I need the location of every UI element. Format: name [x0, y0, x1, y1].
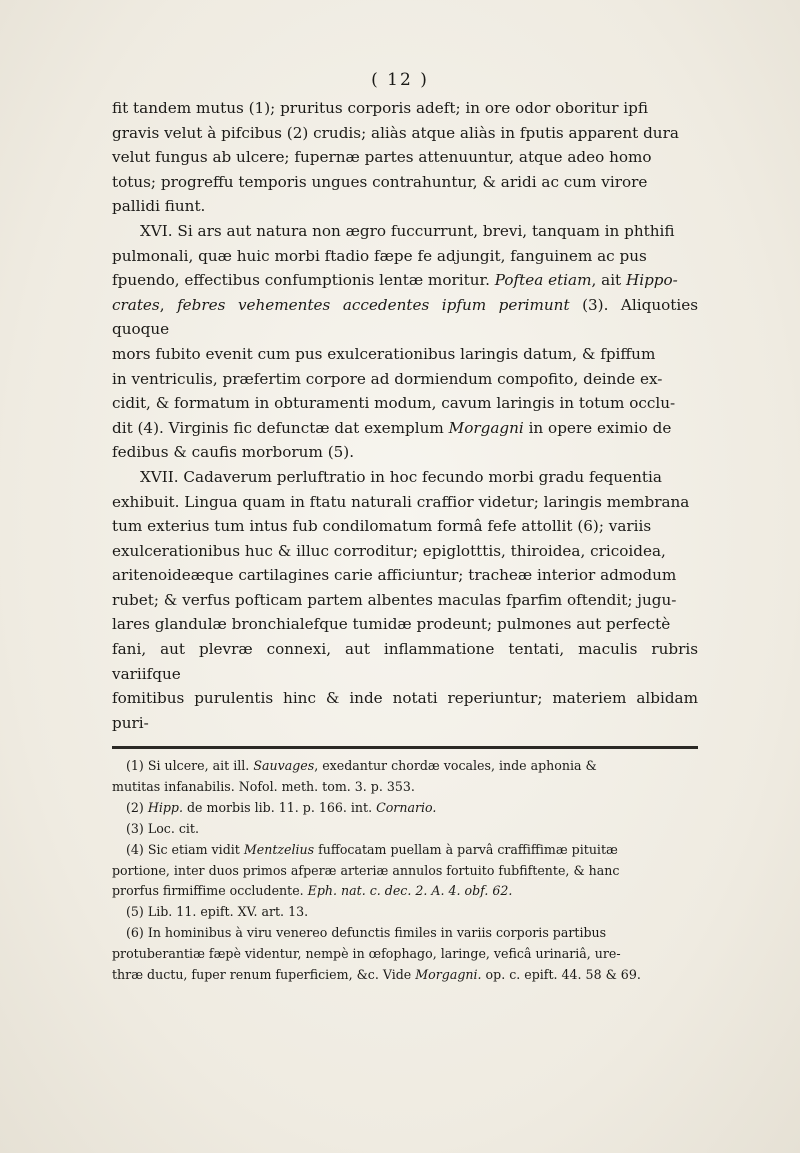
footnote-divider	[112, 746, 698, 749]
text-line	[112, 219, 698, 244]
text-run: XVII. Cadaverum perluftratio in hoc fecundo morbi gradu fequentia	[140, 467, 662, 486]
text-run: (2)	[126, 799, 148, 815]
footnote-line	[112, 944, 698, 965]
text-run: (4) Sic etiam vidit	[126, 841, 244, 857]
text-line	[112, 391, 698, 416]
text-run: (3). Aliquoties quoque	[112, 295, 699, 339]
text-run: (3) Loc. cit.	[126, 820, 199, 836]
text-line	[112, 514, 698, 539]
text-line	[112, 145, 698, 170]
text-run: aritenoideæque cartilagines carie afficiuntur; tracheæ interior admodum	[112, 566, 677, 585]
text-run: de morbis lib. 11. p. 166. int.	[182, 799, 377, 815]
text-line	[112, 342, 698, 367]
text-run: mutitas infanabilis. Nofol. meth. tom. 3. p. 353.	[112, 778, 415, 794]
text-line	[112, 637, 698, 686]
italic-text: crates	[112, 295, 160, 314]
text-run: fomitibus purulentis hinc & inde notati reperiuntur; materiem albidam puri-	[112, 689, 698, 732]
text-run: (6) In hominibus à viru venereo defunctis fimiles in variis corporis partibus	[126, 925, 607, 941]
text-line	[112, 194, 698, 219]
footnote-line	[112, 861, 698, 882]
footnote-line	[112, 777, 698, 798]
text-run: in opere eximio de	[523, 418, 672, 437]
text-run: in ventriculis, præfertim corpore ad dormiendum compofito, deinde ex-	[112, 369, 663, 388]
text-line	[112, 612, 698, 637]
text-run: tum exterius tum intus fub condilomatum formâ fefe attollit (6); variis	[112, 517, 652, 536]
footnote-start	[112, 819, 698, 840]
footnote-line	[112, 881, 698, 902]
footnote-start	[112, 923, 698, 944]
main-text	[112, 96, 698, 735]
footnotes	[112, 756, 698, 986]
text-run: rubet; & verfus pofticam partem albentes maculas fparfim oftendit; jugu-	[112, 590, 677, 609]
italic-text: Hipp.	[147, 799, 183, 815]
text-run: , ait	[591, 271, 626, 290]
footnote-line	[112, 965, 698, 986]
text-run: thræ ductu, fuper renum fuperficiem, &c. Vide	[112, 967, 416, 983]
text-run: gravis velut à pifcibus (2) crudis; aliàs atque aliàs in fputis apparent dura	[112, 123, 679, 142]
text-line	[112, 293, 698, 342]
text-run: exulcerationibus huc & illuc corroditur; epiglotttis, thiroidea, cricoidea,	[112, 541, 666, 560]
text-run: , exedantur chordæ vocales, inde aphonia &	[314, 758, 597, 773]
text-run: XVI. Si ars aut natura non ægro fuccurrunt, brevi, tanquam in phthifi	[140, 221, 675, 240]
text-line	[112, 170, 698, 195]
italic-text: Hippo-	[625, 271, 678, 290]
italic-text: Morgagni.	[415, 967, 482, 983]
text-run: fpuendo, effectibus confumptionis lentæ moritur.	[112, 271, 495, 290]
text-run: prorfus firmiffime occludente.	[112, 883, 308, 899]
footnote-start	[112, 798, 698, 819]
text-run: dit (4). Virginis fic defunctæ dat exemplum	[112, 418, 449, 437]
text-line	[112, 490, 698, 515]
text-run: velut fungus ab ulcere; fupernæ partes attenuuntur, atque adeo homo	[112, 148, 652, 167]
italic-text: febres vehementes accedentes ipfum perimunt	[177, 295, 570, 314]
text-line	[112, 416, 698, 441]
footnote-start	[112, 902, 698, 923]
italic-text: Sauvages	[253, 758, 315, 773]
italic-text: Mentzelius	[243, 841, 315, 857]
text-run: pulmonali, quæ huic morbi ftadio fæpe fe adjungit, fanguinem ac pus	[112, 246, 647, 265]
text-line	[112, 563, 698, 588]
text-run: (1) Si ulcere, ait ill.	[126, 758, 254, 773]
text-line	[112, 121, 698, 146]
text-run: fedibus & caufis morborum (5).	[112, 443, 355, 462]
text-line	[112, 244, 698, 269]
italic-text: Cornario.	[376, 799, 437, 815]
footnote-start	[112, 756, 698, 777]
text-run: exhibuit. Lingua quam in ftatu naturali craffior videtur; laringis membrana	[112, 492, 690, 511]
text-run: op. c. epift. 44. 58 & 69.	[481, 967, 641, 983]
text-run: mors fubito evenit cum pus exulcerationibus laringis datum, & fpiffum	[112, 344, 656, 363]
text-line	[112, 367, 698, 392]
italic-text: Eph. nat. c. dec. 2. A. 4. obf. 62.	[307, 883, 513, 899]
text-line	[112, 440, 698, 465]
text-run: (5) Lib. 11. epift. XV. art. 13.	[126, 904, 309, 920]
italic-text: Morgagni	[448, 418, 524, 437]
text-run: protuberantiæ fæpè videntur, nempè in œfophago, laringe, veficâ urinariâ, ure-	[112, 946, 621, 962]
text-run: ,	[159, 295, 178, 314]
text-run: totus; progreffu temporis ungues contrahuntur, & aridi ac cum virore	[112, 172, 648, 191]
text-run: fit tandem mutus (1); pruritus corporis adeft; in ore odor oboritur ipfi	[112, 99, 649, 117]
text-line	[112, 539, 698, 564]
text-run: fani, aut plevræ connexi, aut inflammatione tentati, maculis rubris variifque	[112, 640, 698, 683]
text-run: fuffocatam puellam à parvâ craffiffimæ pituitæ	[314, 841, 618, 857]
text-line	[112, 96, 698, 121]
text-line	[112, 588, 698, 613]
text-line	[112, 268, 698, 293]
page-number: ( 12 )	[371, 70, 429, 90]
text-line	[112, 686, 698, 735]
italic-text: Poftea etiam	[494, 271, 592, 290]
text-run: pallidi fiunt.	[112, 197, 206, 216]
text-run: portione, inter duos primos afperæ arteriæ annulos fortuito fubfiftente, & hanc	[112, 862, 620, 878]
text-line	[112, 465, 698, 490]
footnote-start	[112, 840, 698, 861]
text-run: lares glandulæ bronchialefque tumidæ prodeunt; pulmones aut perfectè	[112, 615, 671, 634]
text-run: cidit, & formatum in obturamenti modum, cavum laringis in totum occlu-	[112, 394, 676, 413]
